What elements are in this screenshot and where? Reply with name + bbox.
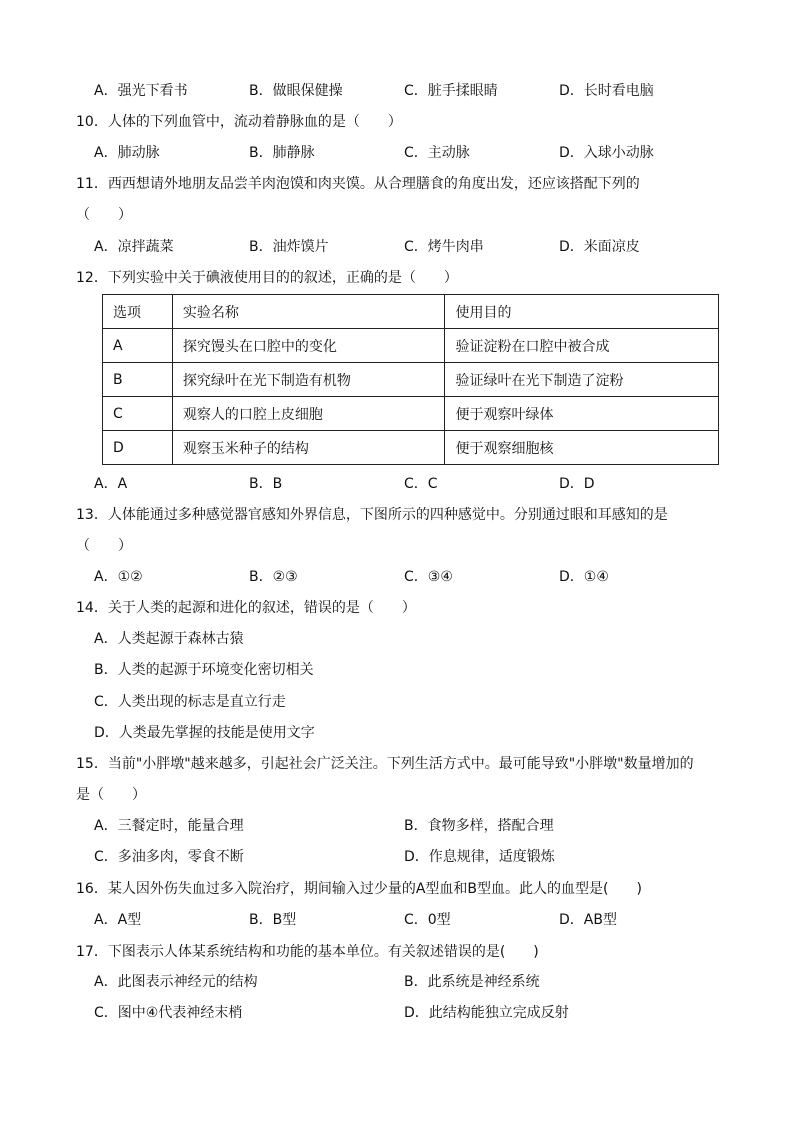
table-cell: C xyxy=(103,397,173,431)
q12-option-b: B．B xyxy=(249,476,283,492)
q14-option-b: B．人类的起源于环境变化密切相关 xyxy=(94,662,314,678)
q16-option-a: A．A型 xyxy=(94,912,142,928)
q10-options xyxy=(94,143,734,163)
q15-option-c: C．多油多肉，零食不断 xyxy=(94,849,244,865)
table-header-purpose: 使用目的 xyxy=(445,295,719,329)
q11-option-d: D．米面凉皮 xyxy=(559,239,640,255)
q17-option-b: B．此系统是神经系统 xyxy=(404,974,540,990)
q13-stem-cont: （ ） xyxy=(76,538,132,554)
q13-stem: 13．人体能通过多种感觉器官感知外界信息，下图所示的四种感觉中。分别通过眼和耳感知的是 xyxy=(76,507,668,523)
q16-stem: 16．某人因外伤失血过多入院治疗，期间输入过少量的A型血和B型血。此人的血型是( ) xyxy=(76,881,642,897)
q12-experiment-table xyxy=(102,294,719,465)
q13-option-a: A．①② xyxy=(94,569,143,585)
q15-option-d: D．作息规律，适度锻炼 xyxy=(404,849,555,865)
q15-options-row2 xyxy=(94,847,734,867)
table-cell: 便于观察叶绿体 xyxy=(445,397,719,431)
table-cell: D xyxy=(103,431,173,465)
q14-option-c: C．人类出现的标志是直立行走 xyxy=(94,694,286,710)
q11-option-a: A．凉拌蔬菜 xyxy=(94,239,174,255)
q17-option-d: D．此结构能独立完成反射 xyxy=(404,1005,569,1021)
q15-option-b: B．食物多样，搭配合理 xyxy=(404,818,554,834)
q12-option-a: A．A xyxy=(94,476,128,492)
table-row xyxy=(103,329,719,363)
table-cell: 验证绿叶在光下制造了淀粉 xyxy=(445,363,719,397)
table-cell: 探究馒头在口腔中的变化 xyxy=(172,329,445,363)
table-cell: 便于观察细胞核 xyxy=(445,431,719,465)
q10-option-d: D．入球小动脉 xyxy=(559,145,654,161)
q14-option-a: A．人类起源于森林古猿 xyxy=(94,631,244,647)
q13-option-d: D．①④ xyxy=(559,569,609,585)
q16-option-b: B．B型 xyxy=(249,912,297,928)
q9-option-d: D．长时看电脑 xyxy=(559,83,654,99)
q12-option-d: D．D xyxy=(559,476,595,492)
q14-stem: 14．关于人类的起源和进化的叙述，错误的是（ ） xyxy=(76,600,416,616)
q10-option-a: A．肺动脉 xyxy=(94,145,160,161)
table-cell: A xyxy=(103,329,173,363)
q13-option-c: C．③④ xyxy=(404,569,453,585)
q15-stem-cont: 是（ ） xyxy=(76,787,146,803)
q17-options-row2 xyxy=(94,1003,734,1023)
table-row xyxy=(103,363,719,397)
q15-options-row1 xyxy=(94,816,734,836)
q10-option-b: B．肺静脉 xyxy=(249,145,315,161)
q13-option-b: B．②③ xyxy=(249,569,298,585)
q16-options xyxy=(94,910,734,930)
q9-option-a: A．强光下看书 xyxy=(94,83,188,99)
table-header-experiment: 实验名称 xyxy=(172,295,445,329)
q10-option-c: C．主动脉 xyxy=(404,145,470,161)
q12-options xyxy=(94,474,734,494)
table-cell: 验证淀粉在口腔中被合成 xyxy=(445,329,719,363)
table-cell: 探究绿叶在光下制造有机物 xyxy=(172,363,445,397)
q11-stem: 11．西西想请外地朋友品尝羊肉泡馍和肉夹馍。从合理膳食的角度出发，还应该搭配下列的 xyxy=(76,176,640,192)
q9-options xyxy=(94,81,734,101)
q16-option-d: D．AB型 xyxy=(559,912,617,928)
table-header-row xyxy=(103,295,719,329)
q17-option-c: C．图中④代表神经末梢 xyxy=(94,1005,243,1021)
q15-stem: 15．当前"小胖墩"越来越多，引起社会广泛关注。下列生活方式中。最可能导致"小胖墩"数量增加的 xyxy=(76,756,694,772)
q11-options xyxy=(94,237,734,257)
table-header-option: 选项 xyxy=(103,295,173,329)
q13-options xyxy=(94,567,734,587)
table-cell: 观察人的口腔上皮细胞 xyxy=(172,397,445,431)
table-cell: B xyxy=(103,363,173,397)
table-cell: 观察玉米种子的结构 xyxy=(172,431,445,465)
q11-stem-cont: （ ） xyxy=(76,207,132,223)
q9-option-c: C．脏手揉眼睛 xyxy=(404,83,498,99)
q17-stem: 17．下图表示人体某系统结构和功能的基本单位。有关叙述错误的是( ) xyxy=(76,944,539,960)
table-row xyxy=(103,397,719,431)
q12-option-c: C．C xyxy=(404,476,438,492)
q17-options-row1 xyxy=(94,972,734,992)
table-row xyxy=(103,431,719,465)
q9-option-b: B．做眼保健操 xyxy=(249,83,343,99)
q17-option-a: A．此图表示神经元的结构 xyxy=(94,974,258,990)
q11-option-b: B．油炸馍片 xyxy=(249,239,329,255)
q11-option-c: C．烤牛肉串 xyxy=(404,239,484,255)
q10-stem: 10．人体的下列血管中，流动着静脉血的是（ ） xyxy=(76,114,402,130)
q16-option-c: C．0型 xyxy=(404,912,451,928)
q12-stem: 12．下列实验中关于碘液使用目的的叙述，正确的是（ ） xyxy=(76,270,458,286)
q14-option-d: D．人类最先掌握的技能是使用文字 xyxy=(94,725,315,741)
q15-option-a: A．三餐定时，能量合理 xyxy=(94,818,244,834)
